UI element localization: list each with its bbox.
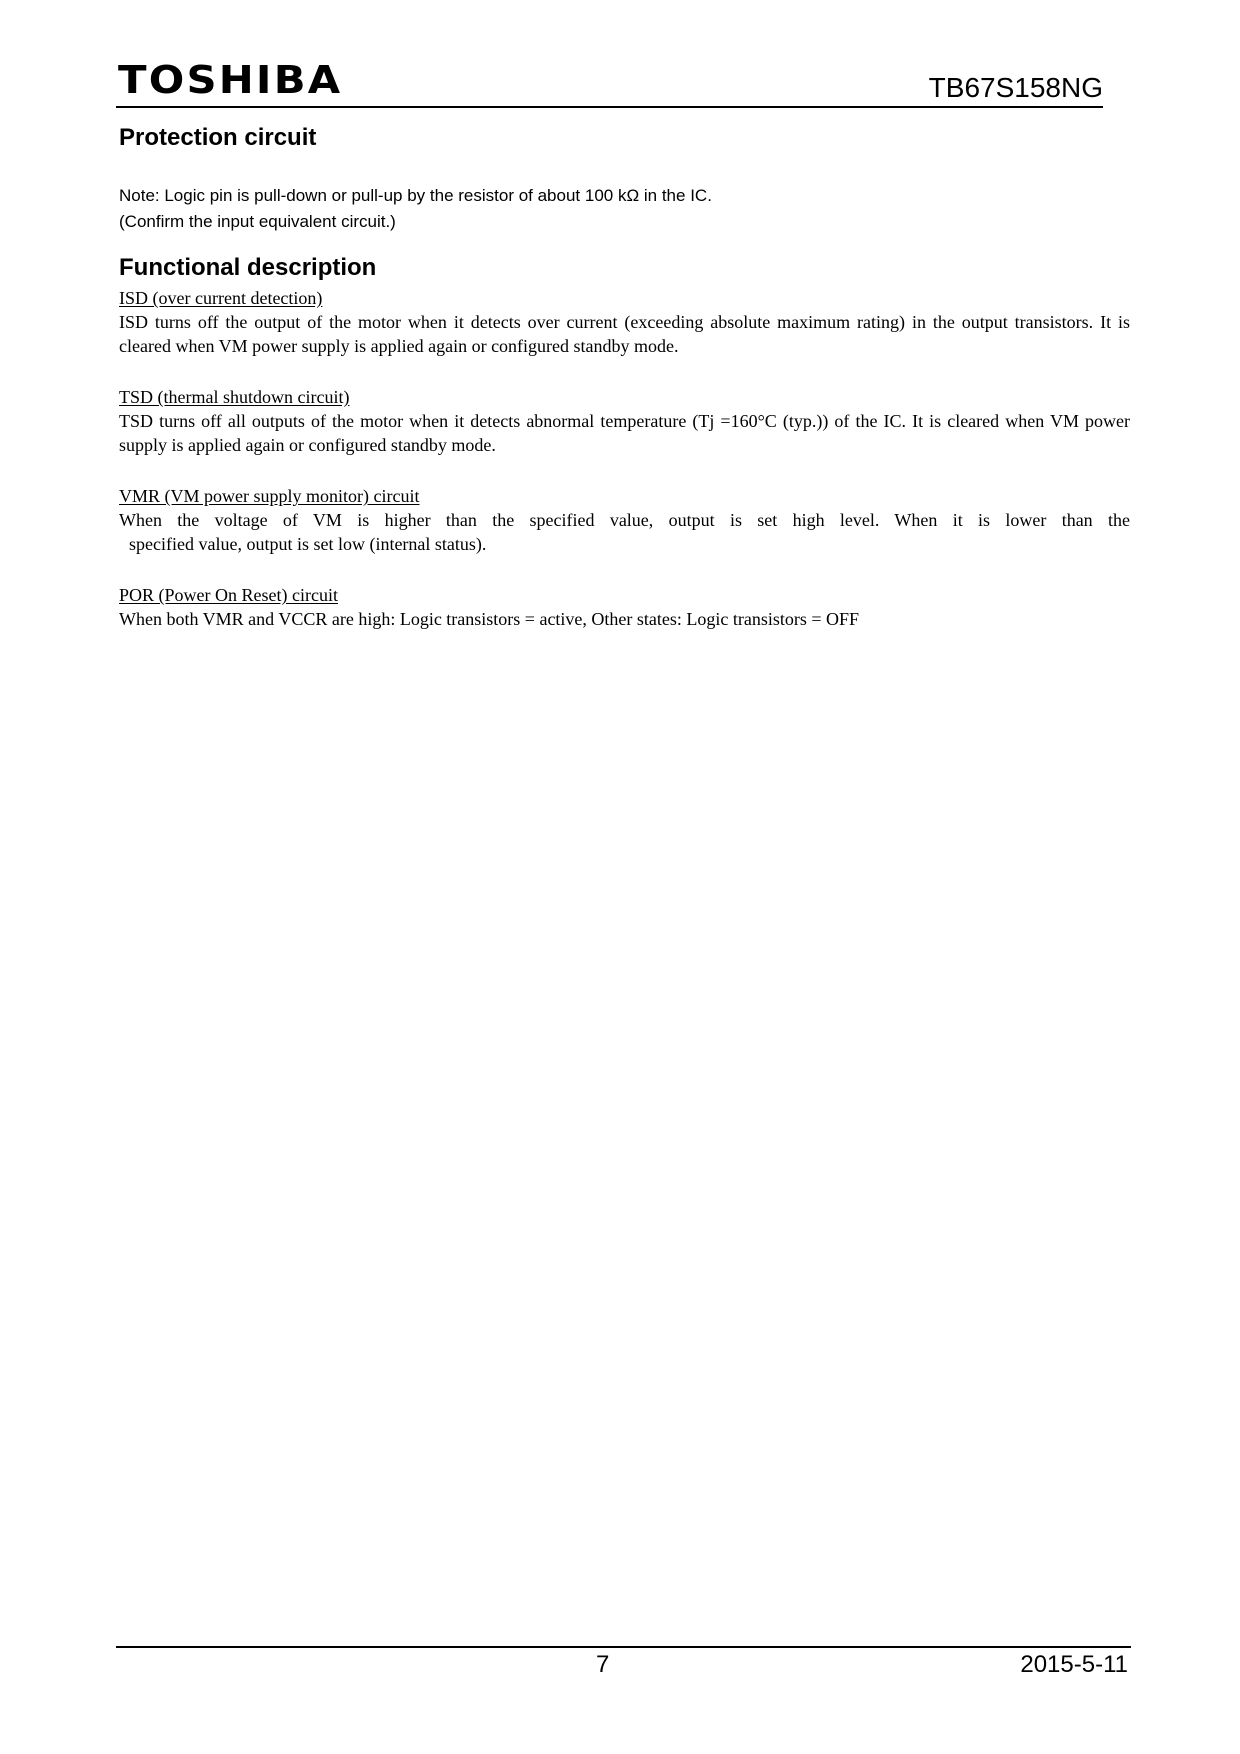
protection-circuit-heading: Protection circuit (119, 124, 317, 151)
tsd-body: TSD turns off all outputs of the motor when it detects abnormal temperature (Tj =160°C (typ.)) of the IC. It is cleared when VM power supply is applied again or configured standby mode. (119, 411, 1130, 455)
document-id: TB67S158NG (928, 72, 1103, 103)
isd-title: ISD (over current detection) (119, 288, 323, 308)
vmr-body-line-1: When the voltage of VM is higher than the specified value, output is set high level. When it is lower than the (119, 510, 1130, 530)
protection-note (119, 183, 712, 235)
toshiba-logo: TOSHIBA (118, 58, 343, 102)
header-divider (116, 106, 1103, 108)
note-line-2: (Confirm the input equivalent circuit.) (119, 212, 396, 231)
vmr-item (119, 484, 1130, 556)
vmr-body (119, 508, 1130, 556)
functional-description-list (119, 286, 1130, 658)
functional-description-heading: Functional description (119, 254, 377, 281)
vmr-title: VMR (VM power supply monitor) circuit (119, 486, 420, 506)
por-title: POR (Power On Reset) circuit (119, 585, 338, 605)
footer-divider (116, 1646, 1131, 1648)
tsd-title: TSD (thermal shutdown circuit) (119, 387, 350, 407)
isd-item (119, 286, 1130, 358)
publication-date: 2015-5-11 (1020, 1651, 1128, 1678)
por-item (119, 583, 1130, 631)
note-line-1: Note: Logic pin is pull-down or pull-up by the resistor of about 100 kΩ in the IC. (119, 186, 712, 205)
tsd-item (119, 385, 1130, 457)
page-number: 7 (596, 1651, 610, 1678)
vmr-body-line-2: specified value, output is set low (internal status). (129, 534, 487, 554)
por-body: When both VMR and VCCR are high: Logic transistors = active, Other states: Logic transistors = OFF (119, 609, 860, 629)
isd-body: ISD turns off the output of the motor when it detects over current (exceeding absolute maximum rating) in the output transistors. It is cleared when VM power supply is applied again or configured standby mode. (119, 312, 1130, 356)
